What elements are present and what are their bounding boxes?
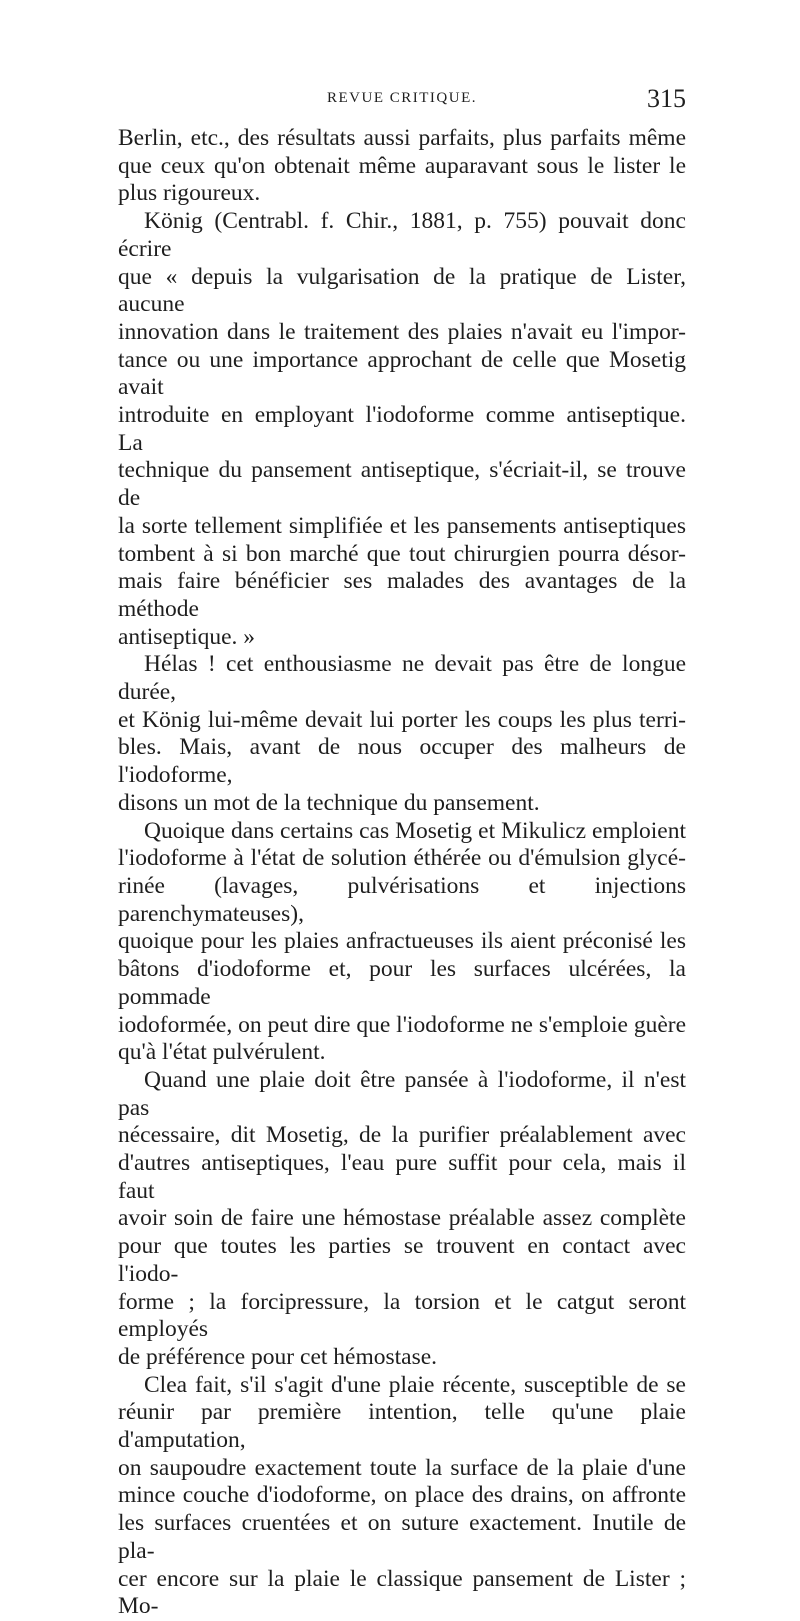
text-line: mince couche d'iodoforme, on place des drains, on affronte xyxy=(118,1482,686,1509)
body-text xyxy=(118,125,686,1621)
text-line: on saupoudre exactement toute la surface de la plaie d'une xyxy=(118,1454,686,1481)
text-line: forme ; la forcipressure, la torsion et le catgut seront employés xyxy=(118,1288,686,1343)
text-line: cer encore sur la plaie le classique pansement de Lister ; Mo- xyxy=(118,1565,686,1620)
page-header xyxy=(118,84,686,124)
text-line: iodoformée, on peut dire que l'iodoforme ne s'emploie guère xyxy=(118,1011,686,1038)
text-line: qu'à l'état pulvérulent. xyxy=(118,1039,326,1066)
text-line: disons un mot de la technique du pansement. xyxy=(118,789,540,816)
page-number: 315 xyxy=(647,84,686,113)
text-line: réunir par première intention, telle qu'une plaie d'amputation, xyxy=(118,1399,686,1454)
text-line: avoir soin de faire une hémostase préalable assez complète xyxy=(118,1205,686,1232)
text-line: nécessaire, dit Mosetig, de la purifier préalablement avec xyxy=(118,1122,686,1149)
text-line: Hélas ! cet enthousiasme ne devait pas être de longue durée, xyxy=(118,651,686,706)
text-line: Berlin, etc., des résultats aussi parfaits, plus parfaits même xyxy=(118,125,686,151)
text-line: pour que toutes les parties se trouvent en contact avec l'iodo- xyxy=(118,1233,686,1287)
text-line: antiseptique. » xyxy=(118,623,256,650)
text-line: Quand une plaie doit être pansée à l'iodoforme, il n'est pas xyxy=(118,1066,686,1121)
running-title: REVUE CRITIQUE. xyxy=(327,90,477,106)
text-line: tance ou une importance approchant de celle que Mosetig avait xyxy=(118,346,686,401)
text-line: rinée (lavages, pulvérisations et injections parenchymateuses), xyxy=(118,872,686,927)
text-line: d'autres antiseptiques, l'eau pure suffit pour cela, mais il faut xyxy=(118,1150,686,1204)
text-line: plus rigoureux. xyxy=(118,180,261,207)
text-line: bles. Mais, avant de nous occuper des malheurs de l'iodoforme, xyxy=(118,734,686,789)
text-line: König (Centrabl. f. Chir., 1881, p. 755) pouvait donc écrire xyxy=(118,208,686,262)
text-line: l'iodoforme à l'état de solution éthérée ou d'émulsion glycé- xyxy=(118,845,686,872)
text-line: les surfaces cruentées et on suture exactement. Inutile de pla- xyxy=(118,1510,686,1564)
text-line: Clea fait, s'il s'agit d'une plaie récente, susceptible de se xyxy=(144,1371,686,1398)
text-line: que ceux qu'on obtenait même auparavant sous le lister le xyxy=(118,152,686,179)
text-line: introduite en employant l'iodoforme comme antiseptique. La xyxy=(118,402,686,456)
text-line: tombent à si bon marché que tout chirurgien pourra désor- xyxy=(118,540,686,567)
text-line: que « depuis la vulgarisation de la pratique de Lister, aucune xyxy=(118,263,686,318)
text-line: de préférence pour cet hémostase. xyxy=(118,1343,438,1370)
text-line: bâtons d'iodoforme et, pour les surfaces ulcérées, la pommade xyxy=(118,956,686,1010)
text-line: technique du pansement antiseptique, s'écriait-il, se trouve de xyxy=(118,457,686,512)
text-line: et König lui-même devait lui porter les coups les plus terri- xyxy=(118,706,686,733)
text-line: innovation dans le traitement des plaies n'avait eu l'impor- xyxy=(118,318,686,345)
text-line: Quoique dans certains cas Mosetig et Mikulicz emploient xyxy=(144,817,686,844)
text-line: la sorte tellement simplifiée et les pansements antiseptiques xyxy=(118,512,686,539)
text-line: mais faire bénéficier ses malades des avantages de la méthode xyxy=(118,568,686,622)
text-line: quoique pour les plaies anfractueuses ils aient préconisé les xyxy=(118,928,686,955)
